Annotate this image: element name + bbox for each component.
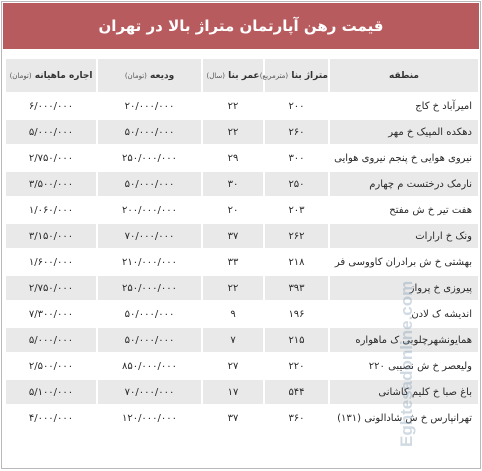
age-cell: ۲۹: [203, 146, 263, 170]
rent-cell: ۵/۰۰۰/۰۰۰: [6, 120, 96, 144]
age-cell: ۳۷: [203, 406, 263, 430]
area-cell: ۲۶۰: [265, 120, 328, 144]
area-cell: ۳۰۰: [265, 146, 328, 170]
deposit-cell: ۵۰/۰۰۰/۰۰۰: [98, 328, 201, 352]
rent-cell: ۵/۱۰۰/۰۰۰: [6, 380, 96, 404]
deposit-cell: ۸۵۰/۰۰۰/۰۰۰: [98, 354, 201, 378]
header-area: متراژ بنا (مترمربع): [265, 59, 328, 92]
deposit-cell: ۲۵۰/۰۰۰/۰۰۰: [98, 146, 201, 170]
area-cell: ۲۱۵: [265, 328, 328, 352]
header-region: منطقه: [330, 59, 478, 92]
area-cell: ۲۱۸: [265, 250, 328, 274]
deposit-cell: ۲۵۰/۰۰۰/۰۰۰: [98, 276, 201, 300]
area-cell: ۲۶۲: [265, 224, 328, 248]
region-cell: نارمک درختست م چهارم: [330, 172, 478, 196]
deposit-cell: ۵۰/۰۰۰/۰۰۰: [98, 302, 201, 326]
table-row: [6, 94, 478, 118]
header-deposit-unit: (تومان): [124, 71, 147, 80]
area-cell: ۲۵۰: [265, 172, 328, 196]
region-cell: هفت تیر خ ش مفتح: [330, 198, 478, 222]
region-cell: همایونشهرچلوبی ک ماهواره: [330, 328, 478, 352]
age-cell: ۹: [203, 302, 263, 326]
page-title: قیمت رهن آپارتمان متراژ بالا در تهران: [3, 3, 479, 49]
deposit-cell: ۱۲۰/۰۰۰/۰۰۰: [98, 406, 201, 430]
rent-cell: ۳/۵۰۰/۰۰۰: [6, 172, 96, 196]
header-age: عمر بنا (سال): [203, 59, 263, 92]
area-cell: ۳۶۰: [265, 406, 328, 430]
deposit-cell: ۲۱۰/۰۰۰/۰۰۰: [98, 250, 201, 274]
header-deposit: ودیعه (تومان): [98, 59, 201, 92]
region-cell: اندیشه ک لادن: [330, 302, 478, 326]
rent-cell: ۵/۰۰۰/۰۰۰: [6, 328, 96, 352]
region-cell: نیروی هوایی خ پنجم نیروی هوایی: [330, 146, 478, 170]
header-age-unit: (سال): [206, 71, 226, 80]
age-cell: ۳۳: [203, 250, 263, 274]
age-cell: ۲۲: [203, 276, 263, 300]
area-cell: ۲۲۰: [265, 354, 328, 378]
age-cell: ۲۰: [203, 198, 263, 222]
age-cell: ۳۷: [203, 224, 263, 248]
age-cell: ۲۲: [203, 120, 263, 144]
deposit-cell: ۷۰/۰۰۰/۰۰۰: [98, 380, 201, 404]
rent-cell: ۳/۱۵۰/۰۰۰: [6, 224, 96, 248]
header-rent: اجاره ماهیانه (تومان): [6, 59, 96, 92]
watermark: Eghtesadonline.com: [397, 280, 416, 447]
deposit-cell: ۲۰/۰۰۰/۰۰۰: [98, 94, 201, 118]
region-cell: دهکده المپیک خ مهر: [330, 120, 478, 144]
region-cell: ولیعصر خ ش نصیبی ۲۲۰: [330, 354, 478, 378]
region-cell: ونک خ ارارات: [330, 224, 478, 248]
rent-cell: ۲/۷۵۰/۰۰۰: [6, 276, 96, 300]
area-cell: ۳۹۳: [265, 276, 328, 300]
header-rent-unit: (تومان): [9, 71, 32, 80]
table-header-row: [6, 59, 478, 92]
header-area-unit: (مترمربع): [259, 71, 289, 80]
rent-cell: ۱/۶۰۰/۰۰۰: [6, 250, 96, 274]
rent-cell: ۶/۰۰۰/۰۰۰: [6, 94, 96, 118]
rent-cell: ۲/۵۰۰/۰۰۰: [6, 354, 96, 378]
rent-cell: ۷/۳۰۰/۰۰۰: [6, 302, 96, 326]
region-cell: بهشتی خ ش برادران کاووسی فر: [330, 250, 478, 274]
document-frame: [1, 1, 481, 469]
region-cell: پیروزی خ پرواز: [330, 276, 478, 300]
table-row: [6, 120, 478, 144]
age-cell: ۱۷: [203, 380, 263, 404]
region-cell: تهرانپارس خ ش شادالونی (۱۳۱): [330, 406, 478, 430]
rent-cell: ۱/۰۶۰/۰۰۰: [6, 198, 96, 222]
age-cell: ۳۰: [203, 172, 263, 196]
age-cell: ۲۲: [203, 94, 263, 118]
area-cell: ۵۴۴: [265, 380, 328, 404]
area-cell: ۲۰۳: [265, 198, 328, 222]
deposit-cell: ۵۰/۰۰۰/۰۰۰: [98, 172, 201, 196]
region-cell: امیرآباد خ کاج: [330, 94, 478, 118]
age-cell: ۷: [203, 328, 263, 352]
deposit-cell: ۵۰/۰۰۰/۰۰۰: [98, 120, 201, 144]
area-cell: ۲۰۰: [265, 94, 328, 118]
age-cell: ۲۷: [203, 354, 263, 378]
deposit-cell: ۷۰/۰۰۰/۰۰۰: [98, 224, 201, 248]
rent-cell: ۴/۰۰۰/۰۰۰: [6, 406, 96, 430]
rent-cell: ۲/۷۵۰/۰۰۰: [6, 146, 96, 170]
region-cell: باغ صبا خ کلیم کاشانی: [330, 380, 478, 404]
area-cell: ۱۹۶: [265, 302, 328, 326]
deposit-cell: ۲۰۰/۰۰۰/۰۰۰: [98, 198, 201, 222]
